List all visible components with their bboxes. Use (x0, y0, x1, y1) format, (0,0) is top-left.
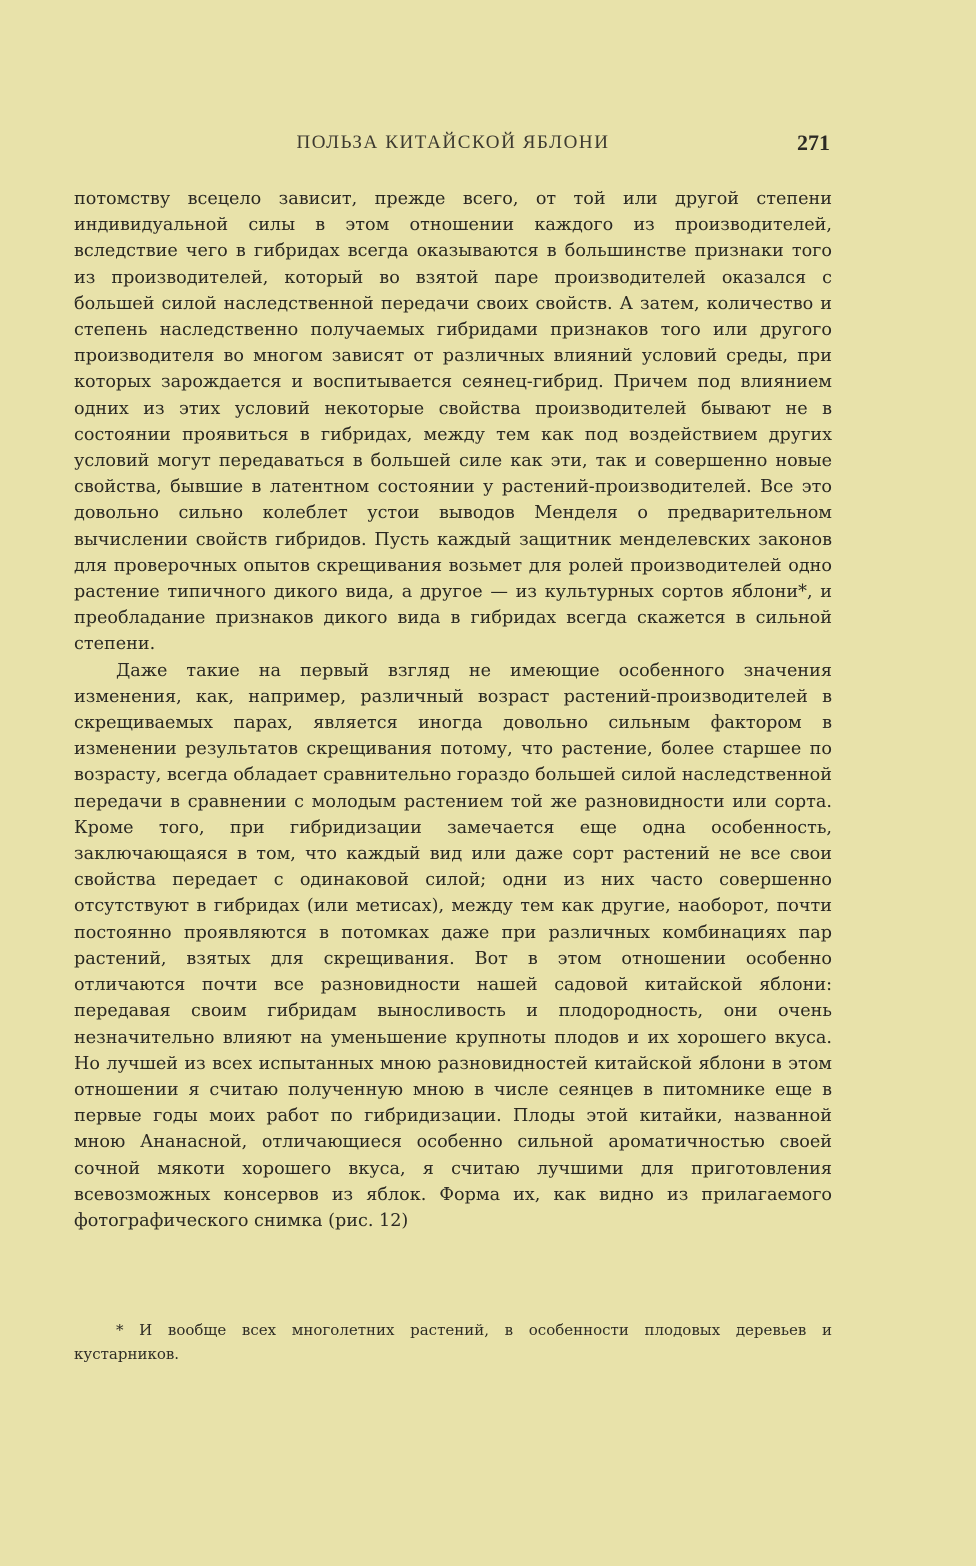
paragraph: Даже такие на первый взгляд не имеющие особенного значения изменения, как, например, различный возраст растений-производителей в скрещиваемых парах, является иногда довольно сильным фактором в изменении результатов скрещивания потому, что растение, более старшее по возрасту, всегда обладает сравнительно гораздо большей силой наследственной передачи в сравнении с молодым растением той же разновидности или сорта. Кроме того, при гибридизации замечается еще одна особенность, заключающаяся в том, что каждый вид или даже сорт растений не все свои свойства передает с одинаковой силой; одни из них часто совершенно отсутствуют в гибридах (или метисах), между тем как другие, наоборот, почти постоянно проявляются в потомках даже при различных комбинациях пар растений, взятых для скрещивания. Вот в этом отношении особенно отличаются почти все разновидности нашей садовой китайской яблони: передавая своим гибридам выносливость и плодородность, они очень незначительно влияют на уменьшение крупноты плодов и их хорошего вкуса. Но лучшей из всех испытанных мною разновидностей китайской яблони в этом отношении я считаю полученную мною в числе сеянцев в питомнике еще в первые годы моих работ по гибридизации. Плоды этой китайки, названной мною Ананасной, отличающиеся особенно сильной ароматичностью своей сочной мякоти хорошего вкуса, я считаю лучшими для приготовления всевозможных консервов из яблок. Форма их, как видно из прилагаемого фотографического снимка (рис. 12) (74, 660, 832, 1231)
main-text (74, 186, 832, 1234)
running-title: ПОЛЬЗА КИТАЙСКОЙ ЯБЛОНИ (296, 132, 610, 153)
footnote: * И вообще всех многолетних растений, в особенности плодовых деревьев и кустарников. (74, 1321, 832, 1363)
paragraph: потомству всецело зависит, прежде всего, от той или другой степени индивидуальной силы в этом отношении каждого из производителей, вследствие чего в гибридах всегда оказываются в большинстве признаки того из производителей, который во взятой паре производителей оказался с большей силой наследственной передачи своих свойств. А затем, количество и степень наследственно получаемых гибридами признаков того или другого производителя во многом зависят от различных влияний условий среды, при которых зарождается и воспитывается сеянец-гибрид. Причем под влиянием одних из этих условий некоторые свойства производителей бывают не в состоянии проявиться в гибридах, между тем как под воздействием других условий могут передаваться в большей силе как эти, так и совершенно новые свойства, бывшие в латентном состоянии у растений-производителей. Все это довольно сильно колеблет устои выводов Менделя о предварительном вычислении свойств гибридов. Пусть каждый защитник менделевских законов для проверочных опытов скрещивания возьмет для ролей производителей одно растение типичного дикого вида, а другое — из культурных сортов яблони*, и преобладание признаков дикого вида в гибридах всегда скажется в сильной степени. (74, 189, 832, 655)
page-header (74, 132, 832, 162)
page-number: 271 (797, 130, 830, 155)
